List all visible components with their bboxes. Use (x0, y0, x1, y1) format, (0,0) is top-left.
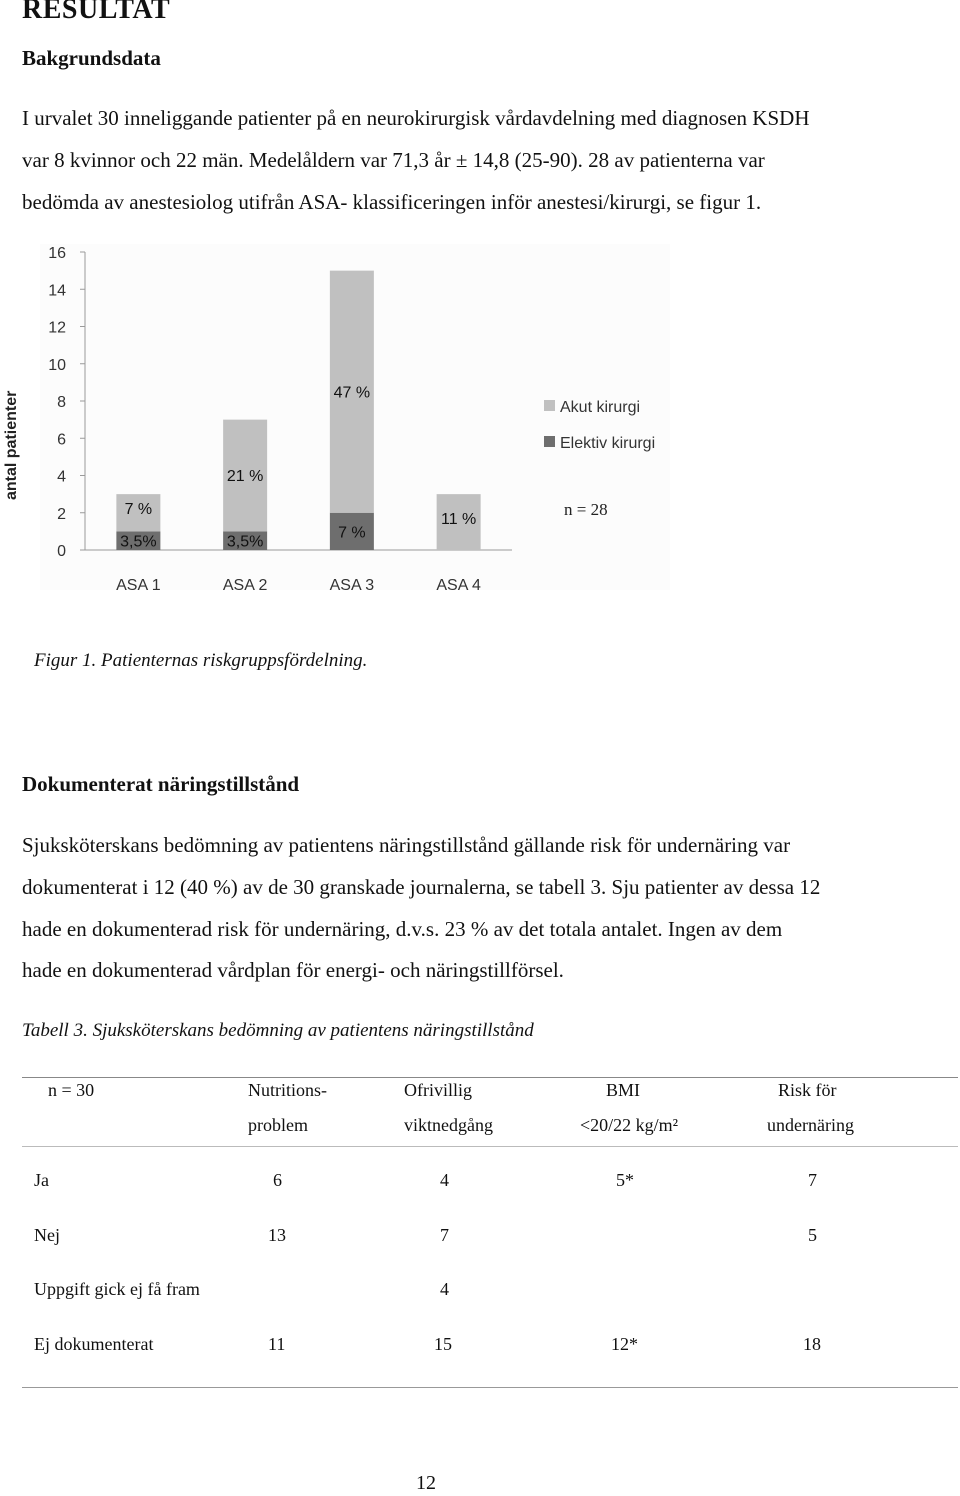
table-cell: 18 (803, 1334, 821, 1354)
legend-label-elektiv: Elektiv kirurgi (560, 435, 656, 452)
x-tick-label: ASA 1 (116, 577, 161, 594)
y-tick-label: 8 (57, 394, 66, 411)
paragraph-line: hade en dokumenterad risk för undernäring, d.v.s. 23 % av det totala antalet. Ingen av dem (22, 917, 783, 941)
paragraph-line: I urvalet 30 inneliggande patienter på en neurokirurgisk vårdavdelning med diagnosen KSDH (22, 106, 810, 130)
table-cell: 15 (434, 1334, 452, 1354)
data-label-elektiv: 7 % (338, 524, 366, 542)
data-label-akut: 11 % (440, 510, 477, 528)
legend-swatch-akut (544, 400, 555, 411)
page-number: 12 (416, 1472, 436, 1494)
table-header: problem (248, 1115, 308, 1135)
asa-bar-chart (0, 238, 700, 608)
table-cell: 5* (616, 1170, 634, 1190)
y-tick-label: 6 (57, 431, 66, 449)
table-cell: 4 (440, 1170, 449, 1190)
section-title-bakgrundsdata: Bakgrundsdata (22, 46, 161, 70)
sample-size-label: n = 28 (564, 500, 608, 519)
table-bottom-rule (22, 1387, 958, 1388)
data-label-akut: 7 % (124, 501, 153, 519)
legend-label-akut: Akut kirurgi (560, 399, 641, 416)
data-label-akut: 47 % (333, 384, 371, 402)
section-title-naringstillstand: Dokumenterat näringstillstånd (22, 772, 300, 796)
page-heading: RESULTAT (22, 0, 171, 25)
paragraph-line: hade en dokumenterad vårdplan för energi- och näringstillförsel. (22, 958, 564, 982)
y-tick-label: 10 (48, 356, 66, 374)
table-cell: 6 (273, 1170, 282, 1190)
y-tick-label: 14 (48, 282, 66, 300)
paragraph-line: dokumenterat i 12 (40 %) av de 30 granskade journalerna, se tabell 3. Sju patienter av dessa 12 (22, 875, 821, 899)
table-cell: 11 (268, 1334, 286, 1354)
paragraph-line: var 8 kvinnor och 22 män. Medelåldern var 71,3 år ± 14,8 (25-90). 28 av patienterna var (22, 148, 765, 172)
table-header: Ofrivillig (404, 1080, 472, 1100)
data-label-elektiv: 3,5% (226, 533, 264, 551)
y-tick-label: 4 (57, 468, 66, 486)
table-header: undernäring (767, 1115, 854, 1135)
data-label-elektiv: 3,5% (120, 533, 157, 551)
row-label: Nej (34, 1225, 60, 1245)
table-cell: 4 (440, 1279, 449, 1299)
x-tick-label: ASA 2 (222, 577, 268, 594)
y-axis-title: antal patienter (3, 390, 20, 500)
row-label: Ja (34, 1170, 49, 1190)
table-header: Nutritions- (248, 1080, 327, 1100)
row-label: Uppgift gick ej få fram (34, 1279, 200, 1299)
paragraph-line: Sjuksköterskans bedömning av patientens näringstillstånd gällande risk för undernäring var (22, 833, 791, 857)
y-tick-label: 0 (57, 543, 66, 560)
table-cell: 7 (808, 1170, 817, 1190)
table-cell: 13 (268, 1225, 286, 1245)
table-header: BMI (606, 1080, 641, 1100)
table-header: viktnedgång (404, 1115, 493, 1135)
table-cell: 12* (611, 1334, 638, 1354)
table-header: <20/22 kg/m² (580, 1115, 679, 1135)
x-tick-label: ASA 4 (436, 577, 481, 594)
table-top-rule (22, 1077, 958, 1078)
x-tick-label: ASA 3 (329, 577, 375, 594)
row-label: Ej dokumenterat (34, 1334, 154, 1354)
table-header: Risk för (778, 1080, 837, 1100)
table-cell: 5 (808, 1225, 817, 1245)
y-tick-label: 2 (57, 505, 66, 523)
data-label-akut: 21 % (226, 468, 264, 486)
paragraph-line: bedömda av anestesiolog utifrån ASA- klassificeringen inför anestesi/kirurgi, se figur 1. (22, 190, 762, 214)
legend-swatch-elektiv (544, 436, 555, 447)
table-caption: Tabell 3. Sjuksköterskans bedömning av patientens näringstillstånd (22, 1020, 534, 1041)
table-cell: 7 (440, 1225, 449, 1245)
figure-caption: Figur 1. Patienternas riskgruppsfördelning. (34, 650, 368, 671)
y-tick-label: 16 (48, 245, 66, 262)
table-corner-label: n = 30 (48, 1080, 95, 1100)
table-header-rule (22, 1146, 958, 1147)
y-tick-label: 12 (48, 319, 66, 337)
